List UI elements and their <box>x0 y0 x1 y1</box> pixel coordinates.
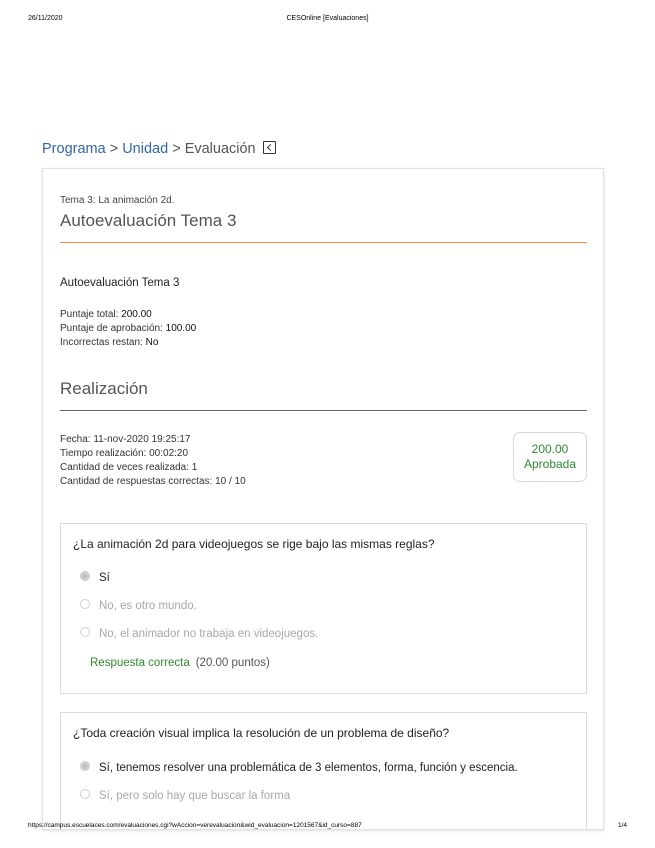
answer-option-label: Sí, tenemos resolver una problemática de 3 elementos, forma, función y escencia. <box>99 762 518 774</box>
evaluation-card <box>42 168 604 830</box>
pass-score-label: Puntaje de aprobación: <box>60 323 163 334</box>
page-title: Autoevaluación Tema 3 <box>60 211 237 230</box>
answer-option-label: Sí <box>99 572 110 584</box>
answer-option-label: Sí, pero solo hay que buscar la forma <box>99 790 291 802</box>
pass-score-value: 100.00 <box>165 323 197 334</box>
realizacion-details <box>60 433 246 489</box>
back-arrow-icon[interactable] <box>263 141 276 154</box>
radio-empty-icon <box>80 627 90 637</box>
tiempo-value: 00:02:20 <box>149 448 189 459</box>
total-score-value: 200.00 <box>121 309 152 320</box>
wrong-subtract-label: Incorrectas restan: <box>60 337 143 348</box>
correctas-row <box>60 475 246 489</box>
answer-option <box>80 571 110 584</box>
answer-option <box>80 761 518 774</box>
answer-option-label: No, es otro mundo. <box>99 600 197 612</box>
realizacion-divider <box>60 410 587 411</box>
breadcrumb-programa-link[interactable]: Programa <box>42 141 106 157</box>
print-date: 26/11/2020 <box>28 15 63 22</box>
pass-score-row <box>60 322 196 336</box>
breadcrumb-separator: > <box>109 141 119 157</box>
answer-option <box>80 627 318 640</box>
veces-label: Cantidad de veces realizada: <box>60 462 189 473</box>
fecha-row <box>60 433 246 447</box>
print-footer <box>28 822 627 834</box>
evaluation-name: Autoevaluación Tema 3 <box>60 277 180 289</box>
realizacion-title: Realización <box>60 379 148 398</box>
question-card <box>60 712 587 830</box>
radio-selected-icon <box>80 761 90 771</box>
breadcrumb-current: Evaluación <box>184 141 256 157</box>
tiempo-row <box>60 447 246 461</box>
print-header <box>28 15 627 29</box>
wrong-subtract-value: No <box>145 337 159 348</box>
fecha-label: Fecha: <box>60 434 91 445</box>
total-score-label: Puntaje total: <box>60 309 119 320</box>
veces-value: 1 <box>191 462 198 473</box>
question-text: ¿Toda creación visual implica la resolución de un problema de diseño? <box>73 726 450 740</box>
radio-empty-icon <box>80 789 90 799</box>
result-text: Respuesta correcta <box>90 657 190 669</box>
page-number: 1/4 <box>617 822 627 829</box>
answer-result <box>90 657 270 669</box>
topic-label: Tema 3: La animación 2d. <box>60 195 175 206</box>
correctas-value: 10 / 10 <box>215 476 246 487</box>
veces-row <box>60 461 246 475</box>
print-url: https://campus.escuelaces.com/evaluaciones.cgi?wAccion=verevaluacion&wid_evaluacion=1201567&id_curso=887 <box>28 822 362 829</box>
total-score-row <box>60 308 196 322</box>
wrong-subtract-row <box>60 336 196 350</box>
result-points: (20.00 puntos) <box>195 657 270 669</box>
breadcrumb <box>42 140 276 157</box>
fecha-value: 11-nov-2020 19:25:17 <box>93 434 191 445</box>
score-badge <box>513 432 587 482</box>
answer-option-label: No, el animador no trabaja en videojuegos. <box>99 628 319 640</box>
tiempo-label: Tiempo realización: <box>60 448 147 459</box>
breadcrumb-separator: > <box>172 141 181 157</box>
status-badge: Aprobada <box>523 457 577 471</box>
radio-selected-icon <box>80 571 90 581</box>
answer-option <box>80 789 290 802</box>
title-divider <box>60 242 587 243</box>
radio-empty-icon <box>80 599 90 609</box>
score-value: 200.00 <box>531 442 569 456</box>
print-title: CESOnline [Evaluaciones] <box>286 15 369 22</box>
breadcrumb-unidad-link[interactable]: Unidad <box>122 141 169 157</box>
question-card <box>60 523 587 694</box>
answer-option <box>80 599 197 612</box>
correctas-label: Cantidad de respuestas correctas: <box>60 476 213 487</box>
evaluation-stats <box>60 308 196 350</box>
question-text: ¿La animación 2d para videojuegos se rige bajo las mismas reglas? <box>73 537 435 551</box>
